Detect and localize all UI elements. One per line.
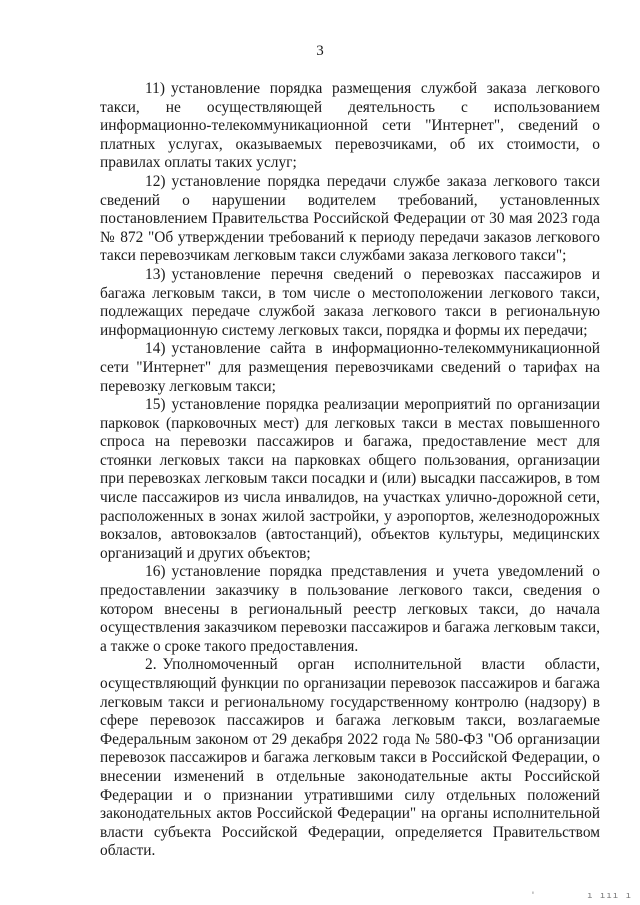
paragraph-11: [100, 80, 600, 173]
paragraph-number: 13): [145, 265, 166, 283]
paragraph-13: [100, 266, 600, 340]
document-body: [100, 80, 600, 861]
paragraph-12: [100, 173, 600, 266]
section-text: Уполномоченный орган исполнительной власти области, осуществляющий функции по организации перевозок пассажиров и багажа легковым такси и региональному государственному контролю (надзору) в сфере перевозок пассажиров и багажа легковым такси, возлагаемые Федеральным законом от 29 декабря 2022 года № 580-ФЗ "Об организации перевозок пассажиров и багажа легковым такси в Российской Федерации, о внесении изменений в отдельные законодательные акты Российской Федерации и о признании утратившими силу отдельных положений законодательных актов Российской Федерации" на органы исполнительной власти субъекта Российской Федерации, определяется Правительством области.: [100, 656, 600, 860]
paragraph-number: 16): [145, 563, 166, 581]
paragraph-15: [100, 396, 600, 563]
paragraph-number: 11): [145, 80, 165, 97]
section-2: [100, 656, 600, 861]
scan-mark-right: ı ııı ı: [587, 891, 632, 901]
paragraph-text: установление порядка передачи службе заказа легкового такси сведений о нарушении водителем требований, установленных постановлением Правительства Российской Федерации от 30 мая 2023 года № 872 "Об утверждении требований к периоду передачи заказов легкового такси перевозчикам легковым такси службами заказа легкового такси";: [100, 172, 600, 265]
page-number: 3: [316, 43, 324, 59]
scan-marks: [530, 891, 632, 901]
paragraph-text: установление перечня сведений о перевозках пассажиров и багажа легковым такси, в том числе о местоположении легкового такси, подлежащих передаче службой заказа легкового такси в региональную информационную систему легковых такси, порядка и формы их передачи;: [100, 265, 600, 339]
paragraph-text: установление порядка представления и учета уведомлений о предоставлении заказчику в пользование легкового такси, сведения о котором внесены в региональный реестр легковых такси, до начала осуществления заказчиком перевозки пассажиров и багажа легковым такси, а также о сроке такого предоставления.: [100, 563, 600, 655]
paragraph-text: установление сайта в информационно-телекоммуникационной сети "Интернет" для размещения перевозчиками сведений о тарифах на перевозку легковым такси;: [100, 340, 600, 395]
paragraph-number: 12): [145, 172, 166, 190]
section-number: 2.: [145, 656, 157, 674]
paragraph-14: [100, 340, 600, 396]
scan-mark-left: ': [530, 891, 537, 901]
paragraph-number: 14): [145, 340, 166, 358]
paragraph-text: установление порядка реализации мероприятий по организации парковок (парковочных мест) для легковых такси в местах повышенного спроса на перевозки пассажиров и багажа, предоставление мест для стоянки легковых такси на парковках общего пользования, организации при перевозках легковым такси посадки и (или) высадки пассажиров, в том числе пассажиров из числа инвалидов, на участках улично-дорожной сети, расположенных в зонах жилой застройки, у аэропортов, железнодорожных вокзалов, автовокзалов (автостанций), объектов культуры, медицинских организаций и других объектов;: [100, 396, 600, 562]
paragraph-number: 15): [145, 396, 166, 414]
paragraph-text: установление порядка размещения службой заказа легкового такси, не осуществляющей деятельность с использованием информационно-телекоммуникационной сети "Интернет", сведений о платных услугах, оказываемых перевозчиками, об их стоимости, о правилах оплаты таких услуг;: [100, 80, 600, 172]
paragraph-16: [100, 563, 600, 656]
